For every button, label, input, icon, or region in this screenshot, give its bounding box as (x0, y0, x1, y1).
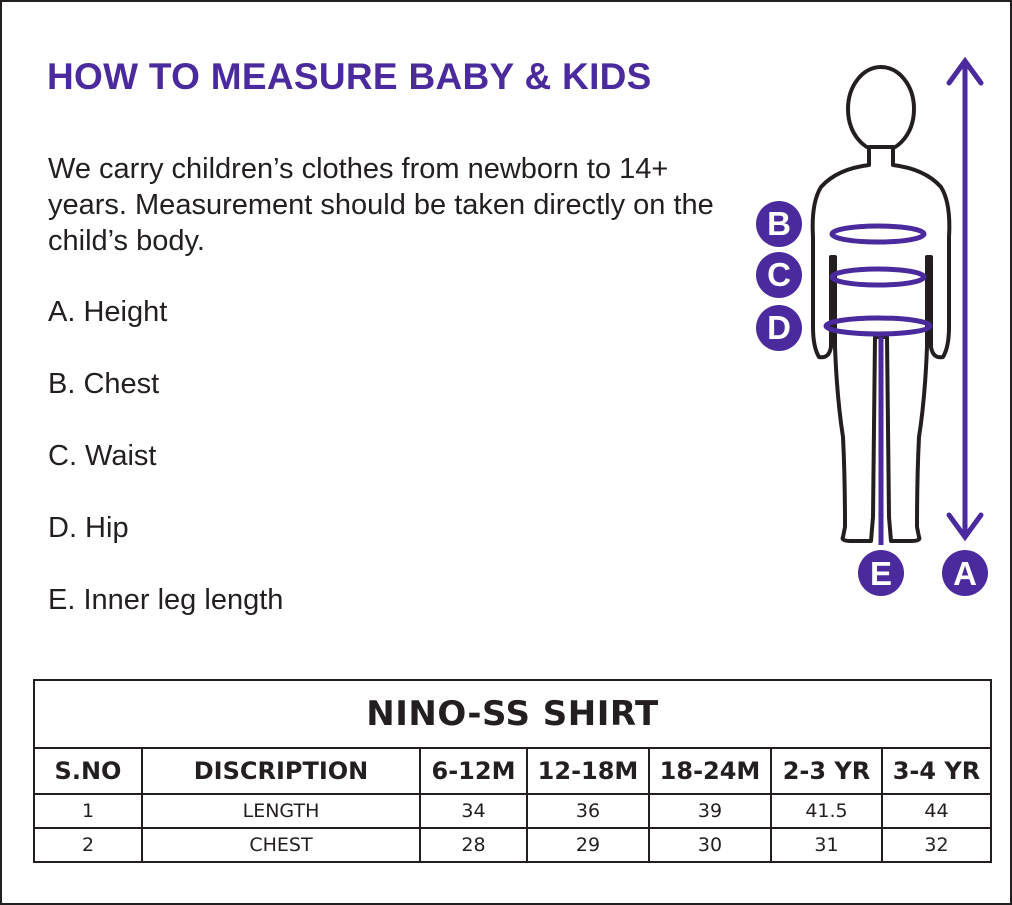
column-header-3-4yr: 3-4 YR (882, 748, 991, 794)
measurement-item-waist: C. Waist (48, 440, 157, 472)
measurement-item-height: A. Height (48, 296, 168, 328)
table-cell: 29 (527, 828, 649, 862)
marker-d-icon (756, 305, 802, 351)
column-header-12-18m: 12-18M (527, 748, 649, 794)
marker-a-icon (942, 550, 988, 596)
marker-c-icon (756, 252, 802, 298)
marker-b-label: B (767, 205, 791, 242)
marker-c-label: C (767, 256, 791, 293)
measurement-item-hip: D. Hip (48, 512, 129, 544)
table-cell: 28 (420, 828, 527, 862)
table-header-row (34, 748, 991, 794)
column-header-description: DISCRIPTION (142, 748, 420, 794)
page-title: HOW TO MEASURE BABY & KIDS (47, 56, 652, 97)
intro-text: We carry children’s clothes from newborn to 14+ years. Measurement should be taken directly on the child’s body. (48, 153, 714, 257)
measurement-item-inner-leg: E. Inner leg length (48, 584, 284, 616)
table-cell: CHEST (142, 828, 420, 862)
height-arrow-icon (949, 61, 981, 537)
measurement-list (48, 294, 283, 654)
table-cell: 41.5 (771, 794, 882, 828)
marker-b-icon (756, 201, 802, 247)
table-cell: 32 (882, 828, 991, 862)
table-cell: 31 (771, 828, 882, 862)
column-header-18-24m: 18-24M (649, 748, 771, 794)
table-cell: 1 (34, 794, 142, 828)
marker-d-label: D (767, 309, 791, 346)
table-cell: LENGTH (142, 794, 420, 828)
table-title: NINO-SS SHIRT (34, 680, 991, 748)
table-cell: 2 (34, 828, 142, 862)
table-cell: 34 (420, 794, 527, 828)
table-cell: 30 (649, 828, 771, 862)
table-cell: 36 (527, 794, 649, 828)
table-row (34, 794, 991, 828)
column-header-2-3yr: 2-3 YR (771, 748, 882, 794)
column-header-6-12m: 6-12M (420, 748, 527, 794)
table-row (34, 828, 991, 862)
marker-a-label: A (953, 555, 977, 592)
marker-e-icon (858, 550, 904, 596)
table-cell: 44 (882, 794, 991, 828)
marker-e-label: E (869, 555, 893, 592)
column-header-sno: S.NO (34, 748, 142, 794)
child-figure-diagram (747, 47, 1007, 607)
measurement-item-chest: B. Chest (48, 368, 160, 400)
size-chart-table (33, 679, 992, 863)
table-cell: 39 (649, 794, 771, 828)
